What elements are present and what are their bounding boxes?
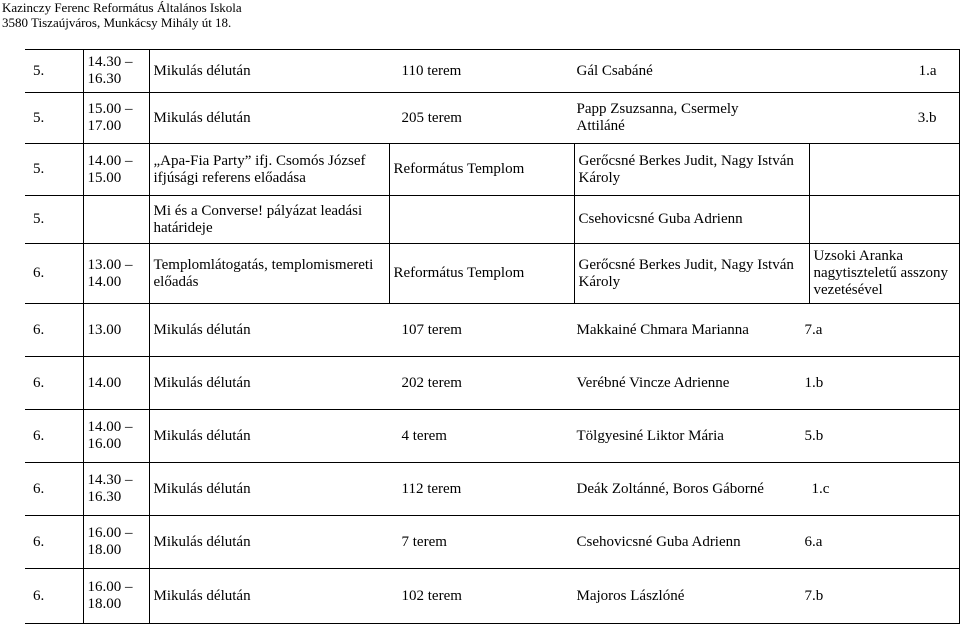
place-cell: 205 terem [401, 109, 462, 126]
event-cell: Mikulás délután [153, 587, 251, 604]
merged-cell [149, 93, 959, 144]
day-cell: 6. [25, 463, 83, 516]
table-row [25, 144, 959, 196]
class-cell: 1.b [804, 374, 824, 391]
class-cell: 3.b [917, 109, 937, 126]
event-cell: Mikulás délután [153, 109, 251, 126]
place-cell [389, 196, 574, 244]
day-cell: 5. [25, 196, 83, 244]
place-cell: 112 terem [401, 480, 462, 497]
class-cell: 1.c [811, 480, 830, 497]
table-row [25, 463, 959, 516]
person-cell: Csehovicsné Guba Adrienn [576, 533, 741, 550]
merged-cell [149, 516, 959, 569]
time-cell: 14.00 [83, 357, 149, 410]
day-cell: 6. [25, 569, 83, 624]
merged-cell [149, 463, 959, 516]
time-cell [83, 196, 149, 244]
schedule-table [25, 49, 960, 624]
day-cell: 6. [25, 244, 83, 304]
place-cell: 202 terem [401, 374, 462, 391]
class-cell: 7.a [804, 321, 823, 338]
person-cell: Verébné Vincze Adrienne [576, 374, 730, 391]
merged-cell [149, 304, 959, 357]
time-cell: 13.00 – 14.00 [83, 244, 149, 304]
place-cell: Református Templom [389, 244, 574, 304]
document-header [2, 0, 242, 30]
place-cell: 102 terem [401, 587, 462, 604]
place-cell: 4 terem [401, 427, 447, 444]
person-cell: Tölgyesiné Liktor Mária [576, 427, 724, 444]
time-cell: 14.30 – 16.30 [83, 463, 149, 516]
table-row [25, 196, 959, 244]
class-cell: Uzsoki Aranka nagytiszteletű asszony vezetésével [809, 244, 959, 304]
day-cell: 6. [25, 357, 83, 410]
person-cell: Gerőcsné Berkes Judit, Nagy István Károly [574, 244, 809, 304]
person-cell: Majoros Lászlóné [576, 587, 685, 604]
day-cell: 5. [25, 144, 83, 196]
person-cell: Gál Csabáné [576, 62, 653, 79]
person-cell: Deák Zoltánné, Boros Gáborné [576, 480, 764, 497]
event-cell: „Apa-Fia Party” ifj. Csomós József ifjúsági referens előadása [149, 144, 389, 196]
class-cell: 6.a [804, 533, 823, 550]
merged-cell [149, 410, 959, 463]
table-row [25, 304, 959, 357]
school-address: 3580 Tiszaújváros, Munkácsy Mihály út 18. [2, 15, 232, 30]
day-cell: 5. [25, 93, 83, 144]
place-cell: Református Templom [389, 144, 574, 196]
table-row [25, 244, 959, 304]
event-cell: Mikulás délután [153, 62, 251, 79]
school-name: Kazinczy Ferenc Református Általános Iskola [2, 0, 242, 15]
time-cell: 14.00 – 16.00 [83, 410, 149, 463]
time-cell: 14.30 – 16.30 [83, 50, 149, 93]
event-cell: Mikulás délután [153, 321, 251, 338]
table-row [25, 410, 959, 463]
class-cell: 7.b [804, 587, 824, 604]
class-cell: 5.b [804, 427, 824, 444]
time-cell: 16.00 – 18.00 [83, 516, 149, 569]
table-row [25, 50, 959, 93]
class-cell [809, 196, 959, 244]
merged-cell [149, 357, 959, 410]
person-cell: Makkainé Chmara Marianna [576, 321, 749, 338]
place-cell: 7 terem [401, 533, 447, 550]
event-cell: Mikulás délután [153, 533, 251, 550]
day-cell: 6. [25, 410, 83, 463]
table-row [25, 93, 959, 144]
day-cell: 5. [25, 50, 83, 93]
person-cell: Csehovicsné Guba Adrienn [574, 196, 809, 244]
class-cell: 1.a [918, 62, 937, 79]
time-cell: 16.00 – 18.00 [83, 569, 149, 624]
person-cell: Papp Zsuzsanna, Csermely Attiláné [576, 101, 739, 134]
table-row [25, 357, 959, 410]
event-cell: Templomlátogatás, templomismereti előadás [149, 244, 389, 304]
event-cell: Mikulás délután [153, 427, 251, 444]
class-cell [809, 144, 959, 196]
time-cell: 14.00 – 15.00 [83, 144, 149, 196]
day-cell: 6. [25, 516, 83, 569]
person-cell: Gerőcsné Berkes Judit, Nagy István Károly [574, 144, 809, 196]
place-cell: 110 terem [401, 62, 462, 79]
event-cell: Mikulás délután [153, 374, 251, 391]
merged-cell [149, 50, 959, 93]
event-cell: Mikulás délután [153, 480, 251, 497]
merged-cell [149, 569, 959, 624]
place-cell: 107 terem [401, 321, 462, 338]
time-cell: 15.00 – 17.00 [83, 93, 149, 144]
time-cell: 13.00 [83, 304, 149, 357]
table-row [25, 516, 959, 569]
day-cell: 6. [25, 304, 83, 357]
table-row [25, 569, 959, 624]
event-cell: Mi és a Converse! pályázat leadási határideje [149, 196, 389, 244]
